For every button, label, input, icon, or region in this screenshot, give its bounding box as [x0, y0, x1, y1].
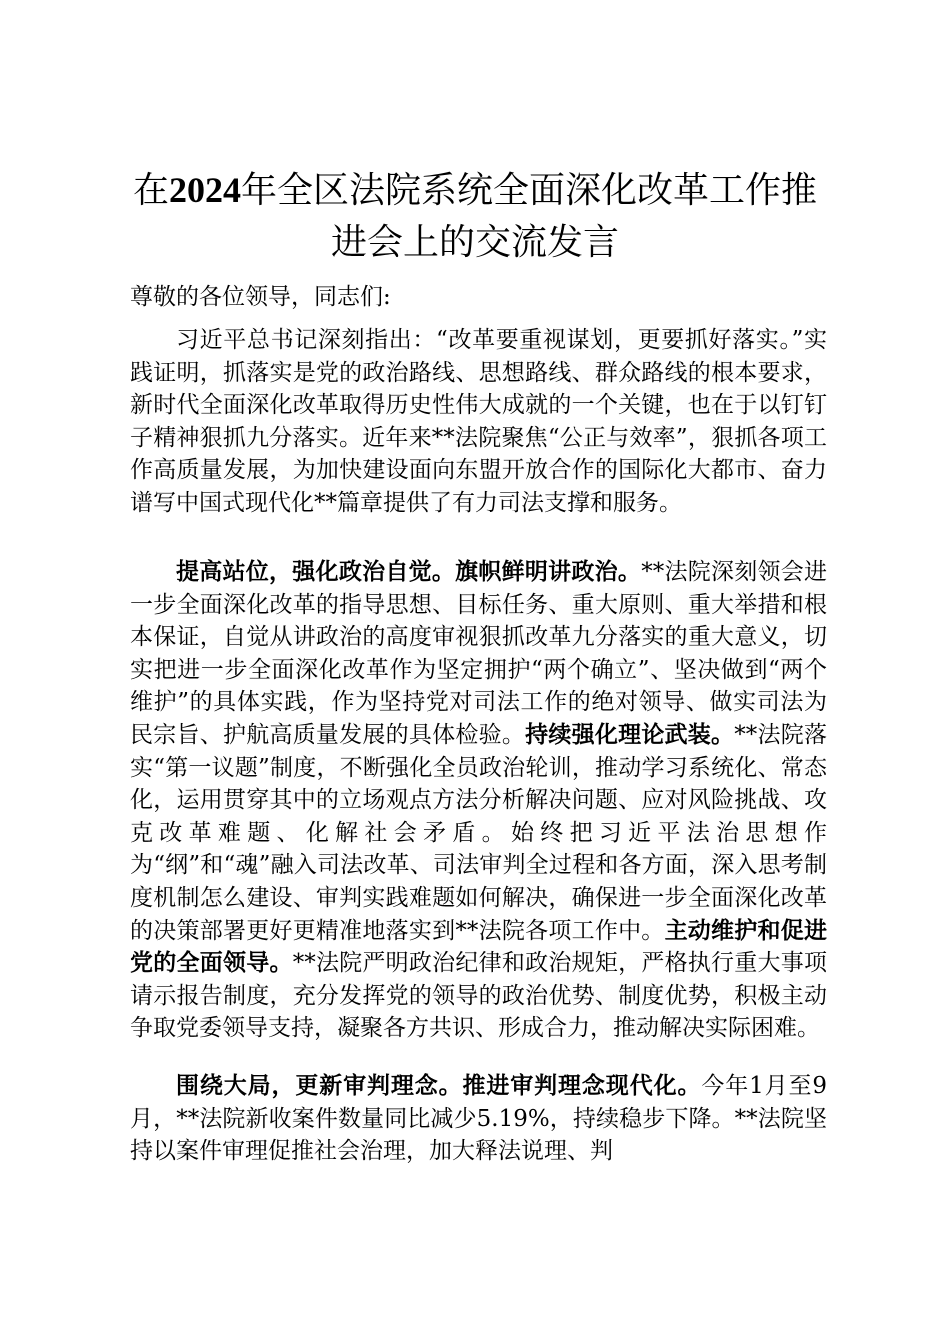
section-heading: 围绕大局，更新审判理念。推进审判理念现代化。	[176, 1072, 702, 1099]
body-text: 今年1月至9月，**法院新收案件数量同比减少5.19%，持续稳步下降。**法院坚持以案件审理促推社会治理，加大释法说理、判	[130, 1073, 827, 1165]
paragraph-political-awareness	[130, 556, 827, 1045]
section-heading: 提高站位，强化政治自觉。旗帜鲜明讲政治。	[176, 558, 642, 585]
title-suffix: 年全区法院系统全面深化改革工作推进会上的交流发言	[241, 170, 818, 263]
salutation: 尊敬的各位领导，同志们:	[130, 284, 391, 310]
body-text: **法院严明政治纪律和政治规矩，严格执行重大事项请示报告制度，充分发挥党的领导的政治优势、制度优势，积极主动争取党委领导支持，凝聚各方共识、形成合力，推动解决实际困难。	[130, 950, 828, 1042]
paragraph-intro: 习近平总书记深刻指出：“改革要重视谋划，更要抓好落实。”实践证明，抓落实是党的政治路线、思想路线、群众路线的根本要求，新时代全面深化改革取得历史性伟大成就的一个关键，也在于以钉钉子精神狠抓九分落实。近年来**法院聚焦“公正与效率”，狠抓各项工作高质量发展，为加快建设面向东盟开放合作的国际化大都市、奋力谱写中国式现代化**篇章提供了有力司法支撑和服务。	[130, 327, 827, 516]
subsection-heading: 主动维护和促进党的全面领导。	[130, 916, 828, 977]
title-prefix: 在	[132, 170, 169, 211]
title-year: 2024	[169, 170, 241, 210]
body-text: **法院落实“第一议题”制度，不断强化全员政治轮训，推动学习系统化、常态化，运用贯穿其中的立场观点方法分析解决问题、应对风险挑战、攻克改革难题、化解社会矛盾。始终把习近平法治思想作为“纲”和“魂”融入司法改革、司法审判全过程和各方面，深入思考制度机制怎么建设、审判实践难题如何解决，确保进一步全面深化改革的决策部署更好更精准地落实到**法院各项工作中。	[130, 721, 828, 944]
body-text: **法院深刻领会进一步全面深化改革的指导思想、目标任务、重大原则、重大举措和根本保证，自觉从讲政治的高度审视狠抓改革九分落实的重大意义，切实把进一步全面深化改革作为坚定拥护“两个确立”、坚决做到“两个维护”的具体实践，作为坚持党对司法工作的绝对领导、做实司法为民宗旨、护航高质量发展的具体检验。	[130, 559, 828, 748]
document-title	[130, 164, 820, 269]
paragraph-judicial-philosophy	[130, 1070, 827, 1168]
subsection-heading: 持续强化理论武装。	[525, 720, 735, 748]
